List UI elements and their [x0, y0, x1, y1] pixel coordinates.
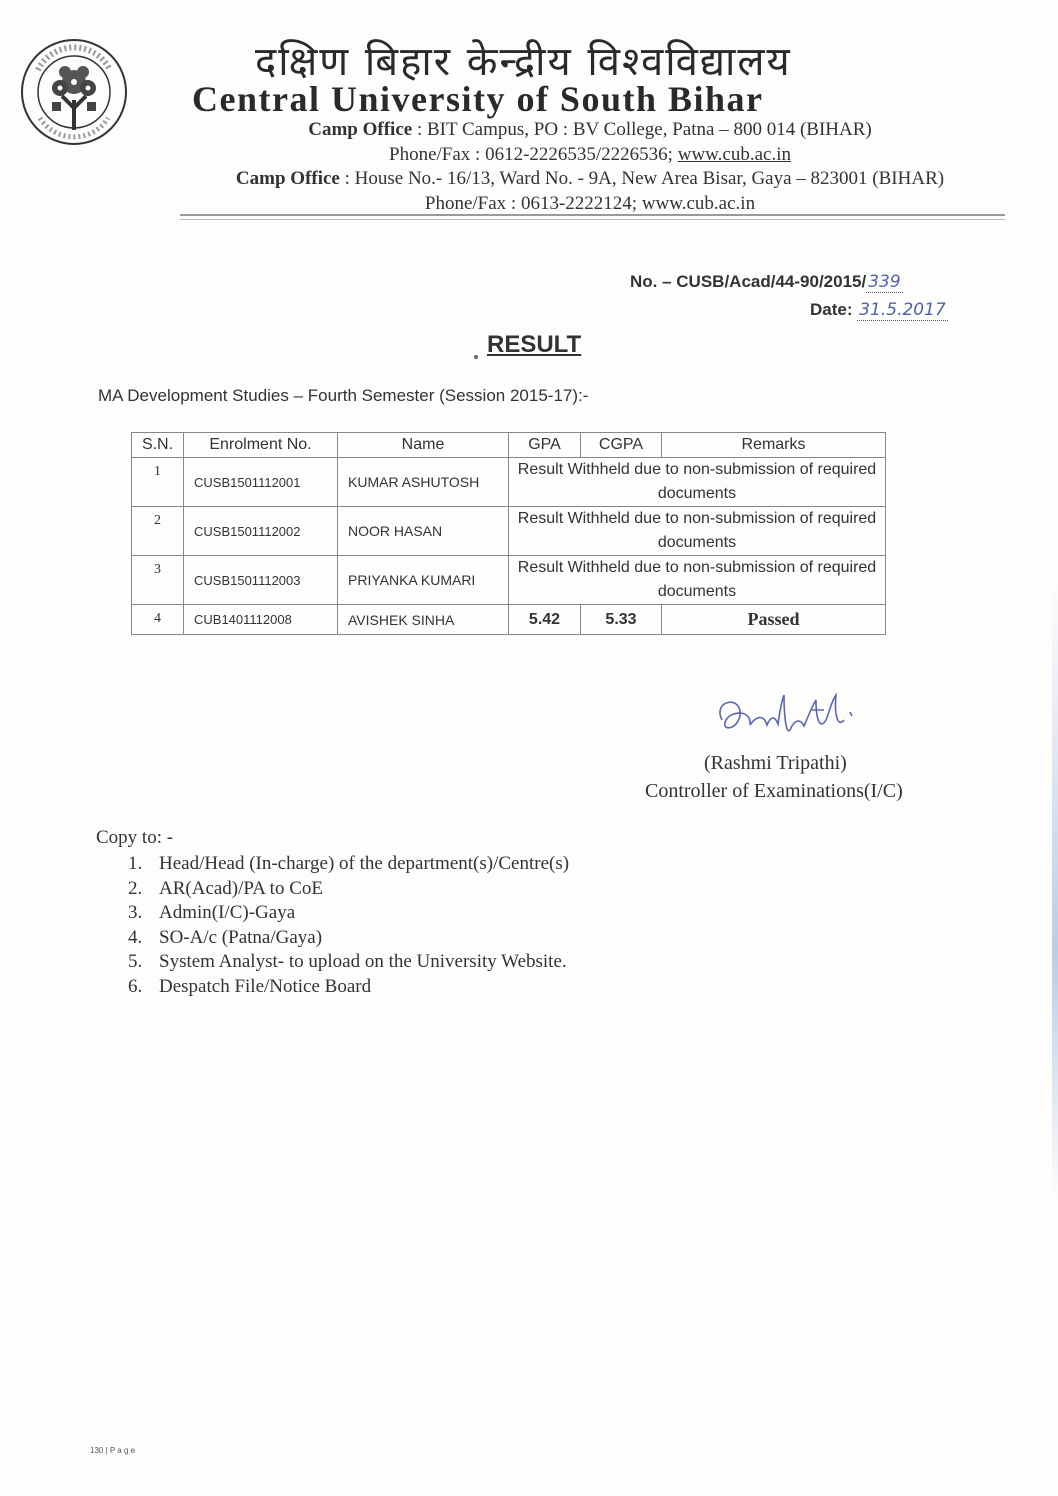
- list-item: 3. Admin(I/C)-Gaya: [128, 902, 296, 924]
- list-item: 5. System Analyst- to upload on the University Website.: [128, 951, 567, 973]
- copy-to-label: Copy to: -: [96, 827, 174, 848]
- copy-to-list: [128, 852, 569, 1000]
- website-link[interactable]: www.cub.ac.in: [677, 144, 791, 165]
- name-cell: KUMAR ASHUTOSH: [338, 458, 509, 507]
- reference-handwritten-number: 339: [868, 272, 901, 292]
- table-row: [132, 458, 886, 507]
- table-row: [132, 507, 886, 556]
- header-divider: [180, 214, 1005, 216]
- programme-subtitle: MA Development Studies – Fourth Semester (Session 2015-17):-: [98, 386, 589, 405]
- remark-cell: Result Withheld due to non-submission of required documents: [509, 458, 886, 507]
- enrolment-cell: CUB1401112008: [184, 605, 338, 635]
- header-divider-thin: [180, 219, 1005, 220]
- list-item: 4. SO-A/c (Patna/Gaya): [128, 926, 323, 948]
- list-item: 1. Head/Head (In-charge) of the department(s)/Centre(s): [128, 853, 570, 874]
- camp-office-address: : BIT Campus, PO : BV College, Patna – 800 014 (BIHAR): [412, 119, 872, 140]
- cgpa-cell: 5.33: [581, 605, 662, 635]
- camp-office-patna: [140, 119, 1040, 141]
- table-row: [132, 556, 886, 605]
- remark-cell: Result Withheld due to non-submission of required documents: [509, 556, 886, 605]
- reference-date: [810, 300, 948, 320]
- enrolment-cell: CUSB1501112003: [184, 556, 338, 605]
- serial-cell: 2: [132, 507, 184, 556]
- column-header: CGPA: [581, 433, 662, 458]
- scan-edge-tint: [1052, 580, 1058, 1200]
- signatory-name: (Rashmi Tripathi): [704, 752, 847, 774]
- list-item: 6. Despatch File/Notice Board: [128, 975, 372, 997]
- column-header: Enrolment No.: [184, 433, 338, 458]
- camp-office-gaya: [140, 168, 1040, 190]
- column-header: S.N.: [132, 433, 184, 458]
- page-number: 130 | P a g e: [90, 1446, 136, 1455]
- column-header: Name: [338, 433, 509, 458]
- phone-gaya: Phone/Fax : 0613-2222124; www.cub.ac.in: [424, 193, 756, 214]
- university-logo: [18, 30, 130, 160]
- reference-number: [630, 272, 903, 292]
- handwritten-signature: [712, 690, 892, 750]
- gpa-cell: 5.42: [509, 605, 581, 635]
- remark-cell: Passed: [662, 605, 886, 635]
- phone-patna: [140, 144, 1040, 166]
- bullet-dot: [474, 355, 478, 359]
- remark-cell: Result Withheld due to non-submission of required documents: [509, 507, 886, 556]
- english-title: Central University of South Bihar: [192, 79, 764, 119]
- phone-text: Phone/Fax : 0612-2226535/2226536;: [389, 144, 678, 165]
- name-cell: NOOR HASAN: [338, 507, 509, 556]
- serial-cell: 1: [132, 458, 184, 507]
- name-cell: PRIYANKA KUMARI: [338, 556, 509, 605]
- enrolment-cell: CUSB1501112001: [184, 458, 338, 507]
- serial-cell: 3: [132, 556, 184, 605]
- column-header: Remarks: [662, 433, 886, 458]
- camp-office-label: Camp Office: [308, 119, 413, 140]
- page-title: RESULT: [487, 331, 582, 358]
- hindi-title: दक्षिण बिहार केन्द्रीय विश्वविद्यालय: [255, 39, 792, 85]
- column-header: GPA: [509, 433, 581, 458]
- camp-office-label: Camp Office: [235, 168, 340, 189]
- serial-cell: 4: [132, 605, 184, 635]
- name-cell: AVISHEK SINHA: [338, 605, 509, 635]
- list-item: 2. AR(Acad)/PA to CoE: [128, 877, 323, 899]
- table-row: [132, 605, 886, 635]
- reference-label: No. – CUSB/Acad/44-90/2015/: [630, 272, 867, 291]
- enrolment-cell: CUSB1501112002: [184, 507, 338, 556]
- signatory-designation: Controller of Examinations(I/C): [645, 780, 903, 802]
- date-label: Date:: [810, 300, 858, 319]
- table-header-row: [132, 433, 886, 458]
- result-table: [131, 432, 886, 635]
- date-handwritten: 31.5.2017: [859, 300, 946, 320]
- camp-office-address: : House No.- 16/13, Ward No. - 9A, New Area Bisar, Gaya – 823001 (BIHAR): [339, 168, 945, 189]
